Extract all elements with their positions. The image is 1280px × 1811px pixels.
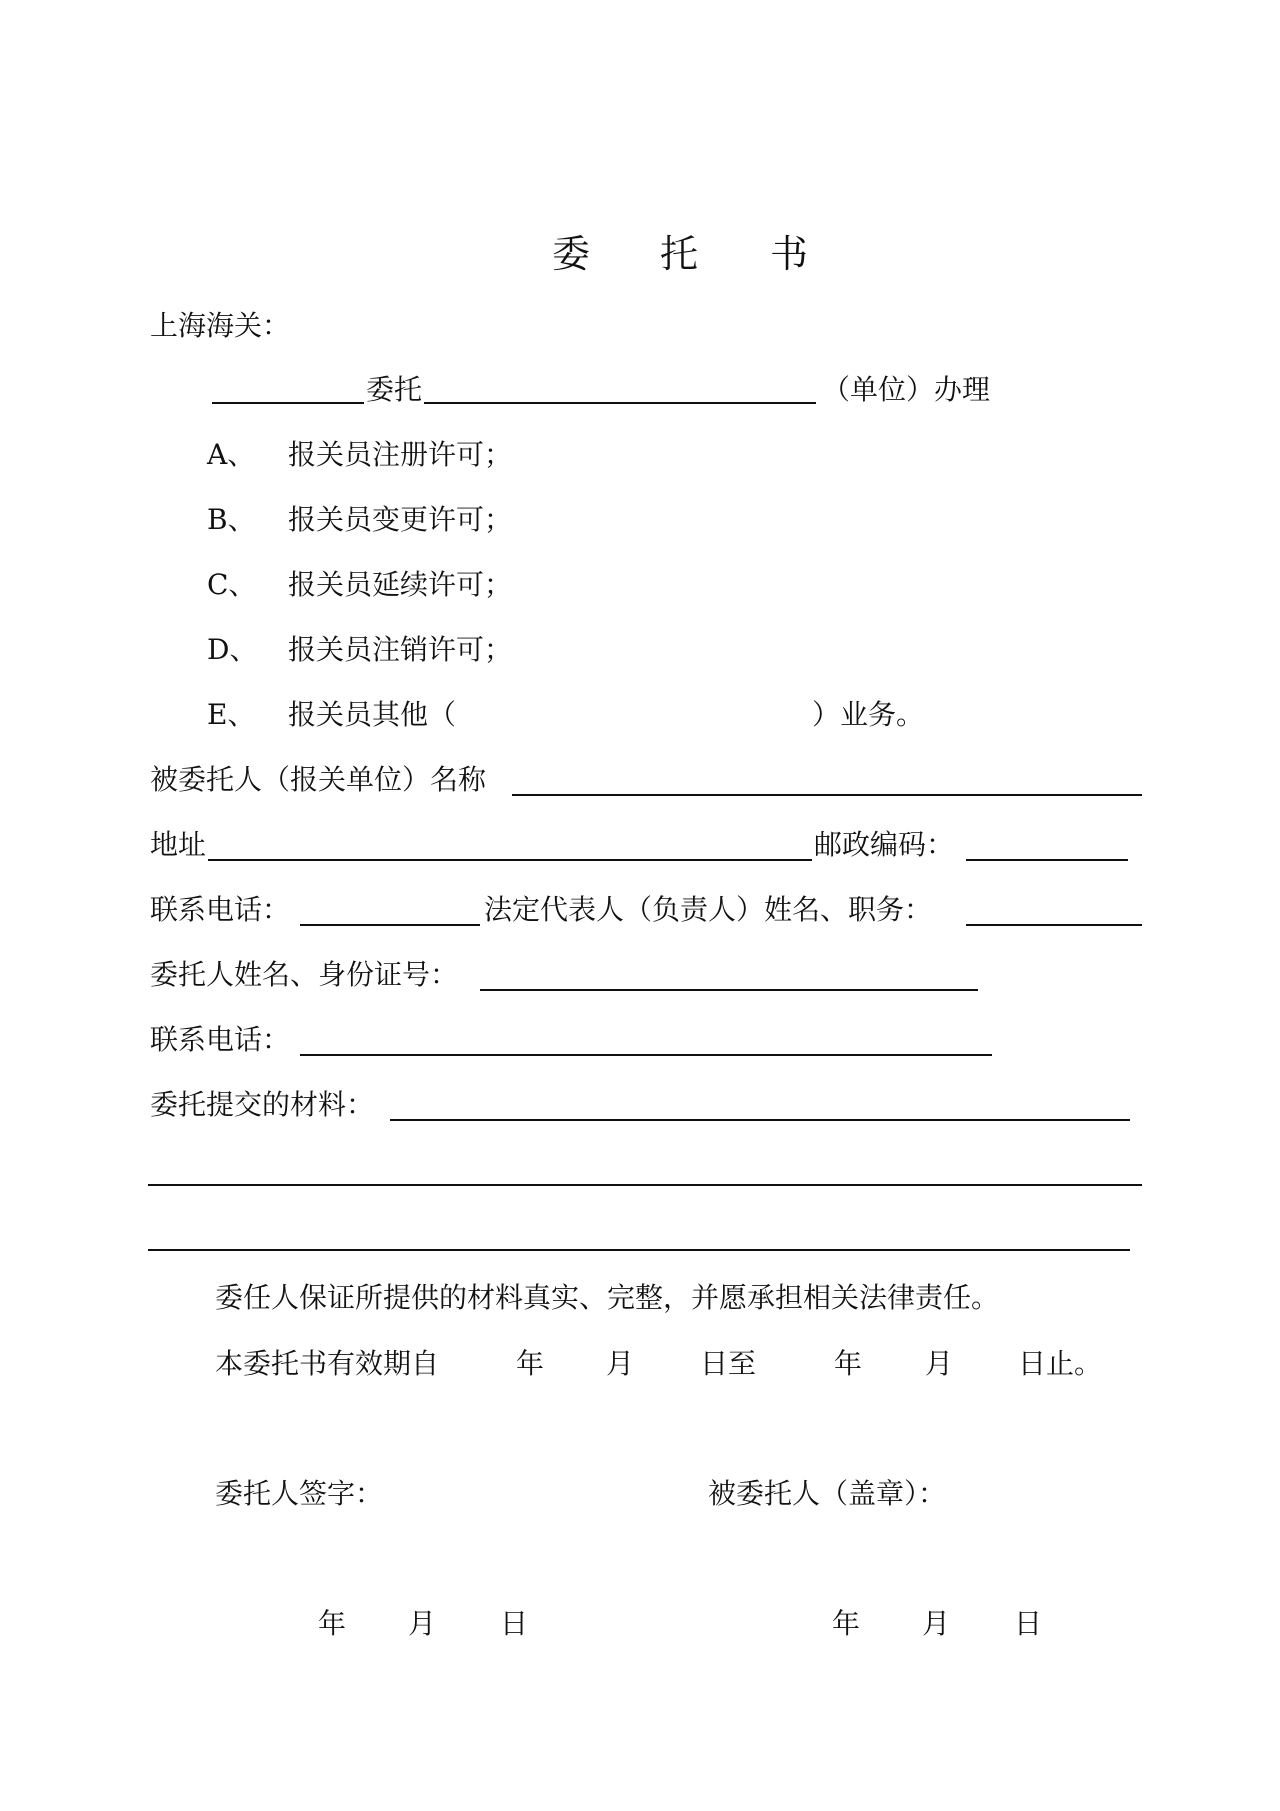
legal-rep-label: 法定代表人（负责人）姓名、职务： bbox=[484, 893, 933, 926]
entruster-signature-label: 委托人签字： bbox=[215, 1477, 384, 1510]
postcode-blank[interactable] bbox=[966, 859, 1128, 861]
entruster-id-label: 委托人姓名、身份证号： bbox=[150, 958, 459, 991]
option-e-text: 报关员其他（ bbox=[288, 698, 457, 731]
option-b-letter: B、 bbox=[207, 503, 256, 536]
unit-handle-text: （单位）办理 bbox=[822, 373, 991, 406]
option-a-text: 报关员注册许可； bbox=[288, 438, 513, 471]
delegate-word: 委托 bbox=[366, 373, 423, 406]
option-a-letter: A、 bbox=[207, 438, 256, 471]
materials-blank-2[interactable] bbox=[148, 1184, 1142, 1186]
left-date-day: 日 bbox=[500, 1607, 529, 1640]
option-e-suffix: ）业务。 bbox=[812, 698, 925, 731]
validity-month2: 月 bbox=[925, 1347, 954, 1380]
phone2-label: 联系电话： bbox=[150, 1023, 291, 1056]
option-c-text: 报关员延续许可； bbox=[288, 568, 513, 601]
validity-year2: 年 bbox=[834, 1347, 863, 1380]
materials-blank-3[interactable] bbox=[148, 1249, 1130, 1251]
phone-blank[interactable] bbox=[300, 924, 480, 926]
option-c-letter: C、 bbox=[207, 568, 257, 601]
title-char-1: 委 bbox=[552, 232, 591, 276]
validity-year: 年 bbox=[516, 1347, 545, 1380]
validity-month: 月 bbox=[606, 1347, 635, 1380]
postcode-label: 邮政编码： bbox=[814, 828, 955, 861]
phone2-blank[interactable] bbox=[300, 1054, 992, 1056]
materials-blank[interactable] bbox=[390, 1119, 1130, 1121]
legal-rep-blank[interactable] bbox=[966, 924, 1142, 926]
guarantee-statement: 委任人保证所提供的材料真实、完整，并愿承担相关法律责任。 bbox=[215, 1281, 1000, 1314]
option-b-text: 报关员变更许可； bbox=[288, 503, 513, 536]
validity-day-end: 日止。 bbox=[1018, 1347, 1103, 1380]
entrusted-name-label: 被委托人（报关单位）名称 bbox=[150, 763, 487, 796]
option-d-text: 报关员注销许可； bbox=[288, 633, 513, 666]
addressee: 上海海关： bbox=[150, 309, 291, 342]
entrusted-name-blank[interactable] bbox=[512, 794, 1142, 796]
unit-blank[interactable] bbox=[424, 402, 816, 404]
address-blank[interactable] bbox=[208, 859, 812, 861]
entrusted-seal-label: 被委托人（盖章）： bbox=[708, 1477, 947, 1510]
entruster-id-blank[interactable] bbox=[480, 989, 978, 991]
right-date-day: 日 bbox=[1014, 1607, 1043, 1640]
entruster-blank[interactable] bbox=[212, 402, 364, 404]
option-d-letter: D、 bbox=[207, 633, 258, 666]
phone-label: 联系电话： bbox=[150, 893, 291, 926]
option-e-letter: E、 bbox=[207, 698, 256, 731]
right-date-month: 月 bbox=[922, 1607, 951, 1640]
left-date-month: 月 bbox=[408, 1607, 437, 1640]
right-date-year: 年 bbox=[832, 1607, 861, 1640]
title-char-3: 书 bbox=[770, 232, 809, 276]
address-label: 地址 bbox=[150, 828, 207, 861]
materials-label: 委托提交的材料： bbox=[150, 1088, 375, 1121]
left-date-year: 年 bbox=[318, 1607, 347, 1640]
validity-prefix: 本委托书有效期自 bbox=[215, 1347, 440, 1380]
title-char-2: 托 bbox=[660, 232, 699, 276]
validity-day-to: 日至 bbox=[700, 1347, 757, 1380]
